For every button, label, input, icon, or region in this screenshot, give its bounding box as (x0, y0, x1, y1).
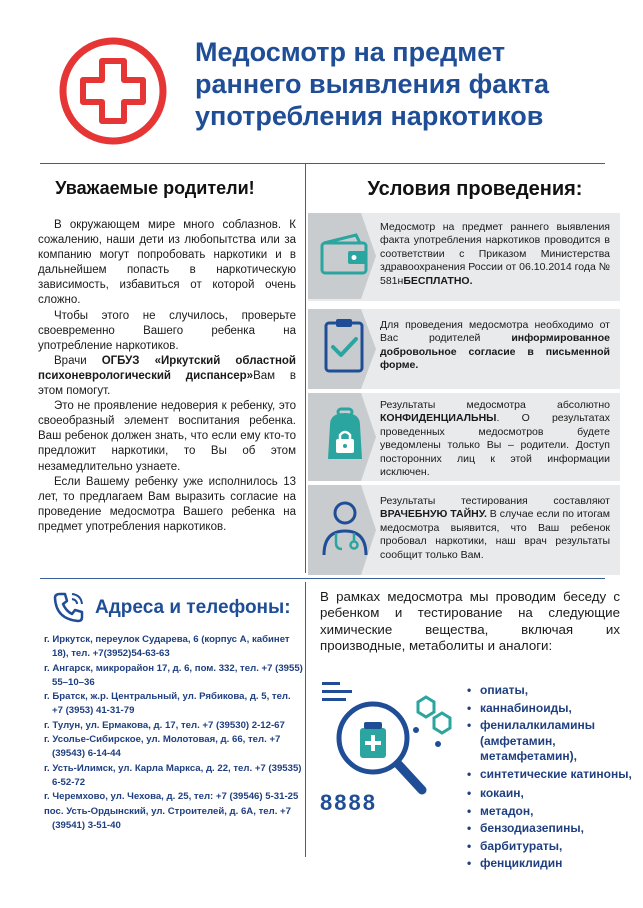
paragraph-3-suffix: Вам в этом помогут. (38, 369, 296, 398)
page-title (195, 36, 625, 132)
top-divider (40, 163, 605, 164)
list-item: • опиаты, (465, 683, 635, 698)
list-item: г. Ангарск, микрорайон 17, д. 6, пом. 332, тел. +7 (3955) 55–10–36 (44, 662, 303, 688)
list-item: • фенциклидин (465, 856, 635, 871)
parents-heading: Уважаемые родители! (55, 178, 255, 198)
free-label: БЕСПЛАТНО. (403, 274, 473, 287)
title-line-1: Медосмотр на предмет (195, 37, 506, 67)
list-item: пос. Усть-Ордынский, ул. Строителей, д. 6А, тел. +7 (39541) 3-51-40 (44, 805, 291, 831)
panel-3-text: Результаты медосмотра абсолютно (380, 399, 610, 411)
paragraph-3-prefix: Врачи (54, 354, 102, 367)
confidential-label: КОНФИДЕНЦИАЛЬНЫ (380, 412, 497, 425)
condition-panel-confidential (308, 393, 620, 481)
testing-intro: В рамках медосмотра мы проводим беседу с ребенком и тестирование на следующие химические вещества, включая их производные, метаболиты и аналоги: (320, 589, 620, 653)
list-item: г. Черемхово, ул. Чехова, д. 25, тел: +7 (39546) 5-31-25 (44, 791, 299, 803)
list-item: г. Иркутск, переулок Сударева, 6 (корпус А, кабинет 18), тел. +7(3952)54-63-63 (44, 634, 290, 660)
list-item: г. Усолье-Сибирское, ул. Молотовая, д. 66, тел. +7 (39543) 6-14-44 (44, 734, 281, 760)
condition-panel-secret (308, 485, 620, 575)
parents-paragraph-1: В окружающем мире много соблазнов. К сожалению, наши дети из любопытства или за компанию могут попробовать наркотики и в дальнейшем попасть в наркотическую зависимость, избавиться от которой очень сложно. (38, 219, 296, 307)
panel-4-text-2: В случае если по итогам медосмотра выявится, что Ваш ребенок пробовал наркотики, наш врач результаты сообщит только Вам. (380, 508, 610, 561)
consent-label: информированное добровольное согласие в письменной форме. (380, 332, 610, 372)
wallet-icon (316, 225, 374, 287)
title-line-2: раннего выявления факта (195, 69, 550, 99)
addresses-heading: Адреса и телефоны: (95, 597, 291, 618)
list-item: • барбитураты, (465, 839, 635, 854)
backpack-icon (316, 405, 374, 467)
address-list (42, 633, 304, 833)
list-item: г. Тулун, ул. Ермакова, д. 17, тел. +7 (39530) 2-12-67 (44, 719, 285, 731)
panel-3-text-2: . О результатах проведенных медосмотров будете уведомлены только Вы – родители. Доступ посторонних лиц к этой информации исключен. (380, 412, 610, 479)
condition-confidential-text (380, 399, 610, 479)
middle-divider (40, 578, 605, 579)
list-item: • метадон, (465, 804, 635, 819)
lab-test-illustration-icon (318, 672, 458, 812)
parents-paragraph-5: Если Вашему ребенку уже исполнилось 13 лет, то предлагаем Вам выразить согласие на проведение медосмотра Вашего ребенка на предмет употребления наркотиков. (38, 475, 296, 533)
lower-column-divider (305, 582, 306, 857)
condition-panel-consent (308, 309, 620, 389)
parents-paragraph-3 (38, 354, 296, 399)
list-item: • синтетические катиноны, (465, 767, 635, 782)
header (0, 0, 643, 162)
conditions-heading: Условия проведения: (367, 178, 583, 200)
column-divider (305, 163, 306, 573)
dispensary-name: ОГБУЗ «Иркутский областной психоневрологический диспансер» (38, 354, 296, 382)
doctor-icon (316, 497, 374, 559)
condition-secret-text (380, 495, 610, 562)
parents-paragraph-2: Чтобы этого не случилось, проверьте своевременно Вашего ребенка на употребление наркотиков. (38, 309, 296, 352)
panel-1-text: Медосмотр на предмет раннего выявления факта употребления наркотиков проводится в соответствии с Приказом Министерства здравоохранения России от 06.10.2014 года № 581н (380, 221, 610, 287)
parents-paragraph-4: Это не проявление недоверия к ребенку, это своеобразный элемент воспитания ребенка. Ваш ребенок должен знать, что если ему кто-то предложит наркотики, то Вы об этом незамедлительно узнаете. (38, 400, 296, 473)
phone-icon (52, 590, 86, 624)
red-cross-icon (58, 36, 168, 146)
condition-panel-free (308, 213, 620, 301)
parents-text (38, 218, 296, 535)
title-line-3: употребления наркотиков (195, 101, 544, 131)
list-item: • кокаин, (465, 786, 635, 801)
clipboard-check-icon (316, 317, 374, 379)
svg-text:8888: 8888 (320, 790, 377, 812)
list-item: г. Усть-Илимск, ул. Карла Маркса, д. 22, тел. +7 (39535) 6-52-72 (44, 762, 302, 788)
panel-4-text: Результаты тестирования составляют (380, 495, 610, 507)
substance-list (465, 683, 635, 874)
condition-consent-text (380, 319, 610, 373)
list-item: • бензодиазепины, (465, 821, 635, 836)
list-item: • фенилалкиламины (амфетамин, метамфетамин), (465, 718, 635, 764)
panel-2-text: Для проведения медосмотра необходимо от Вас родителей (380, 319, 610, 345)
list-item: • каннабиноиды, (465, 701, 635, 716)
secret-label: ВРАЧЕБНУЮ ТАЙНУ. (380, 508, 487, 521)
list-item: г. Братск, ж.р. Центральный, ул. Рябикова, д. 5, тел. +7 (3953) 41-31-79 (44, 691, 291, 717)
condition-free-text (380, 221, 610, 288)
